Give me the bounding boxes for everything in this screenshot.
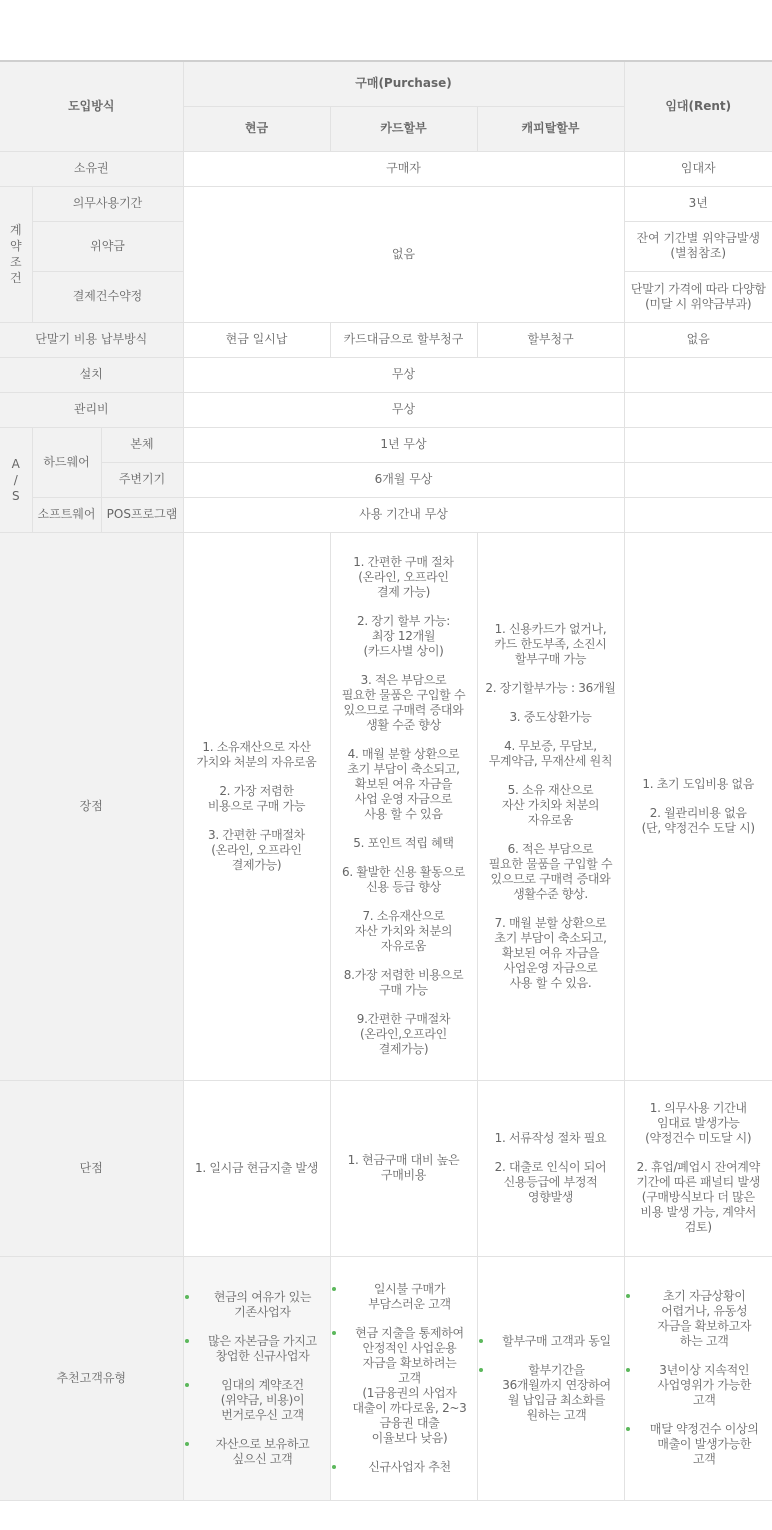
recommend-item: [625, 1422, 772, 1467]
cons-capital: [477, 1080, 624, 1256]
point-item: 1. 현금구매 대비 높은 구매비용: [347, 1153, 460, 1182]
point-item: 1. 서류작성 절차 필요: [494, 1131, 607, 1145]
pros-label: 장점: [0, 532, 183, 1080]
point-item: 1. 일시금 현금지출 발생: [194, 1160, 319, 1175]
cons-label: 단점: [0, 1080, 183, 1256]
row-payment: [0, 322, 772, 357]
bullet-dot-icon: [185, 1383, 189, 1387]
recommend-card: [330, 1256, 477, 1500]
bullet-dot-icon: [626, 1427, 630, 1431]
point-item: 6. 활발한 신용 활동으로 신용 등급 향상: [341, 865, 466, 894]
bullet-dot-icon: [479, 1368, 483, 1372]
point-item: 2. 장기할부가능 : 36개월: [485, 680, 616, 695]
recommend-text: 일시불 구매가 부담스러운 고객: [368, 1281, 451, 1311]
recommend-text: 자산으로 보유하고 싶으신 고객: [215, 1436, 310, 1466]
bullet-dot-icon: [626, 1294, 630, 1298]
point-item: 6. 적은 부담으로 필요한 물품을 구입할 수 있으므로 구매력 증대와 생활수준 향상.: [488, 841, 613, 901]
recommend-text: 현금 지출을 통제하여 안정적인 사업운용 자금을 확보하려는 고객 (1금융권의 사업자 대출이 까다로움, 2~3 금융권 대출 이율보다 낮음): [352, 1325, 467, 1445]
body-label: 본체: [101, 427, 183, 462]
recommend-text: 초기 자금상황이 어렵거나, 유동성 자금을 확보하고자 하는 고객: [657, 1289, 752, 1348]
pos-value: 사용 기간내 무상: [183, 497, 624, 532]
header-rent: 임대(Rent): [624, 61, 772, 151]
recommend-label: 추천고객유형: [0, 1256, 183, 1500]
recommend-item: [331, 1282, 477, 1312]
recommend-list: [625, 1289, 772, 1467]
row-install: [0, 357, 772, 392]
mgmt-rent: [624, 392, 772, 427]
row-recommend: [0, 1256, 772, 1500]
point-item: 2. 가장 저렴한 비용으로 구매 가능: [207, 783, 306, 813]
payment-label: 단말기 비용 납부방식: [0, 322, 183, 357]
point-item: 5. 포인트 적립 혜택: [353, 836, 454, 850]
penalty-rent: 잔여 기간별 위약금발생 (별첨참조): [624, 221, 772, 271]
pos-rent: [624, 497, 772, 532]
recommend-text: 매달 약정건수 이상의 매출이 발생가능한 고객: [649, 1422, 759, 1466]
contract-group-label: [0, 186, 32, 322]
point-item: 2. 휴업/폐업시 잔여계약 기간에 따른 패널티 발생 (구매방식보다 더 많은 비용 발생 가능, 계약서 검토): [636, 1160, 760, 1234]
bullet-dot-icon: [185, 1295, 189, 1299]
recommend-cash: [183, 1256, 330, 1500]
contract-group-text: 계 약 조 건: [9, 223, 22, 285]
bullet-dot-icon: [185, 1442, 189, 1446]
recommend-item: [478, 1363, 624, 1423]
periph-label: 주변기기: [101, 462, 183, 497]
settle-rent: 단말기 가격에 따라 다양함 (미달 시 위약금부과): [624, 271, 772, 322]
header-cash: 현금: [183, 106, 330, 151]
ownership-label: 소유권: [0, 151, 183, 186]
point-item: 2. 장기 할부 가능: 최장 12개월 (카드사별 상이): [357, 614, 450, 658]
recommend-rent: [624, 1256, 772, 1500]
point-item: 8.가장 저렴한 비용으로 구매 가능: [343, 968, 464, 997]
pros-cash: [183, 532, 330, 1080]
penalty-label: 위약금: [32, 221, 183, 271]
row-cons: [0, 1080, 772, 1256]
install-rent: [624, 357, 772, 392]
periph-value: 6개월 무상: [183, 462, 624, 497]
recommend-text: 할부구매 고객과 동일: [502, 1333, 611, 1348]
row-mgmt: [0, 392, 772, 427]
point-item: 5. 소유 재산으로 자산 가치와 처분의 자유로움: [501, 782, 600, 827]
point-item: 2. 대출로 인식이 되어 신용등급에 부정적 영향발생: [494, 1160, 607, 1204]
payment-capital: 할부청구: [477, 322, 624, 357]
row-as-sw: [0, 497, 772, 532]
cons-rent: [624, 1080, 772, 1256]
sw-label: 소프트웨어: [32, 497, 101, 532]
cons-card: [330, 1080, 477, 1256]
header-method: 도입방식: [0, 61, 183, 151]
recommend-text: 할부기간을 36개월까지 연장하여 월 납입금 최소화를 원하는 고객: [502, 1362, 611, 1422]
point-item: 3. 간편한 구매절차 (온라인, 오프라인 결제가능): [208, 827, 305, 872]
hw-label: 하드웨어: [32, 427, 101, 497]
periph-rent: [624, 462, 772, 497]
recommend-text: 신규사업자 추천: [368, 1459, 451, 1474]
as-group-label: [0, 427, 32, 532]
ownership-purchase: 구매자: [183, 151, 624, 186]
install-label: 설치: [0, 357, 183, 392]
recommend-text: 많은 자본금을 가지고 창업한 신규사업자: [208, 1333, 317, 1363]
point-item: 1. 간편한 구매 절차 (온라인, 오프라인 결제 가능): [353, 555, 454, 599]
bullet-dot-icon: [332, 1287, 336, 1291]
point-item: 1. 의무사용 기간내 임대료 발생가능 (약정건수 미도달 시): [645, 1101, 752, 1145]
bullet-dot-icon: [332, 1465, 336, 1469]
duty-label: 의무사용기간: [32, 186, 183, 221]
point-item: 3. 적은 부담으로 필요한 물품은 구입할 수 있으므로 구매력 증대와 생활 수준 향상: [341, 673, 466, 732]
row-as-body: [0, 427, 772, 462]
payment-card: 카드대금으로 할부청구: [330, 322, 477, 357]
row-pros: [0, 532, 772, 1080]
point-item: 3. 중도상환가능: [509, 709, 592, 724]
bullet-dot-icon: [626, 1368, 630, 1372]
pos-label: POS프로그램: [101, 497, 183, 532]
recommend-item: [625, 1289, 772, 1349]
recommend-item: [625, 1363, 772, 1408]
recommend-item: [331, 1326, 477, 1446]
point-item: 9.간편한 구매절차 (온라인,오프라인 결제가능): [356, 1012, 451, 1056]
pros-card: [330, 532, 477, 1080]
recommend-item: [478, 1334, 624, 1349]
pros-rent: [624, 532, 772, 1080]
recommend-text: 현금의 여유가 있는 기존사업자: [213, 1289, 312, 1319]
bullet-dot-icon: [332, 1331, 336, 1335]
contract-purchase-value: 없음: [183, 186, 624, 322]
settle-label: 결제건수약정: [32, 271, 183, 322]
header-purchase: 구매(Purchase): [183, 61, 624, 106]
body-value: 1년 무상: [183, 427, 624, 462]
recommend-text: 임대의 계약조건 (위약금, 비용)이 번거로우신 고객: [220, 1377, 305, 1422]
duty-rent: 3년: [624, 186, 772, 221]
recommend-list: [331, 1282, 477, 1475]
recommend-capital: [477, 1256, 624, 1500]
install-value: 무상: [183, 357, 624, 392]
point-item: 4. 무보증, 무담보, 무계약금, 무재산세 원칙: [488, 738, 613, 768]
point-item: 4. 매월 분할 상환으로 초기 부담이 축소되고, 확보된 여유 자금을 사업 운영 자금으로 사용 할 수 있음: [347, 747, 460, 821]
ownership-rent: 임대자: [624, 151, 772, 186]
recommend-list: [478, 1334, 624, 1423]
point-item: 7. 매월 분할 상환으로 초기 부담이 축소되고, 확보된 여유 자금을 사업운영 자금으로 사용 할 수 있음.: [494, 915, 607, 990]
pros-capital: [477, 532, 624, 1080]
payment-cash: 현금 일시납: [183, 322, 330, 357]
recommend-item: [331, 1460, 477, 1475]
as-group-text: A / S: [11, 456, 20, 503]
row-as-periph: [0, 462, 772, 497]
recommend-item: [184, 1378, 330, 1423]
recommend-list: [184, 1290, 330, 1467]
point-item: 7. 소유재산으로 자산 가치와 처분의 자유로움: [354, 909, 453, 953]
row-ownership: [0, 151, 772, 186]
body-rent: [624, 427, 772, 462]
point-item: 1. 신용카드가 없거나, 카드 한도부족, 소진시 할부구매 가능: [494, 621, 607, 666]
recommend-item: [184, 1437, 330, 1467]
header-capital: 캐피탈할부: [477, 106, 624, 151]
header-row-1: [0, 61, 772, 106]
cons-cash: [183, 1080, 330, 1256]
recommend-item: [184, 1290, 330, 1320]
comparison-table: [0, 60, 772, 1501]
point-item: 1. 초기 도입비용 없음: [642, 776, 755, 791]
point-item: 2. 월관리비용 없음 (단, 약정건수 도달 시): [641, 805, 755, 835]
mgmt-value: 무상: [183, 392, 624, 427]
header-card: 카드할부: [330, 106, 477, 151]
bullet-dot-icon: [185, 1339, 189, 1343]
payment-rent: 없음: [624, 322, 772, 357]
mgmt-label: 관리비: [0, 392, 183, 427]
recommend-item: [184, 1334, 330, 1364]
point-item: 1. 소유재산으로 자산 가치와 처분의 자유로움: [196, 739, 317, 769]
recommend-text: 3년이상 지속적인 사업영위가 가능한 고객: [657, 1363, 752, 1407]
bullet-dot-icon: [479, 1339, 483, 1343]
row-duty-period: [0, 186, 772, 221]
